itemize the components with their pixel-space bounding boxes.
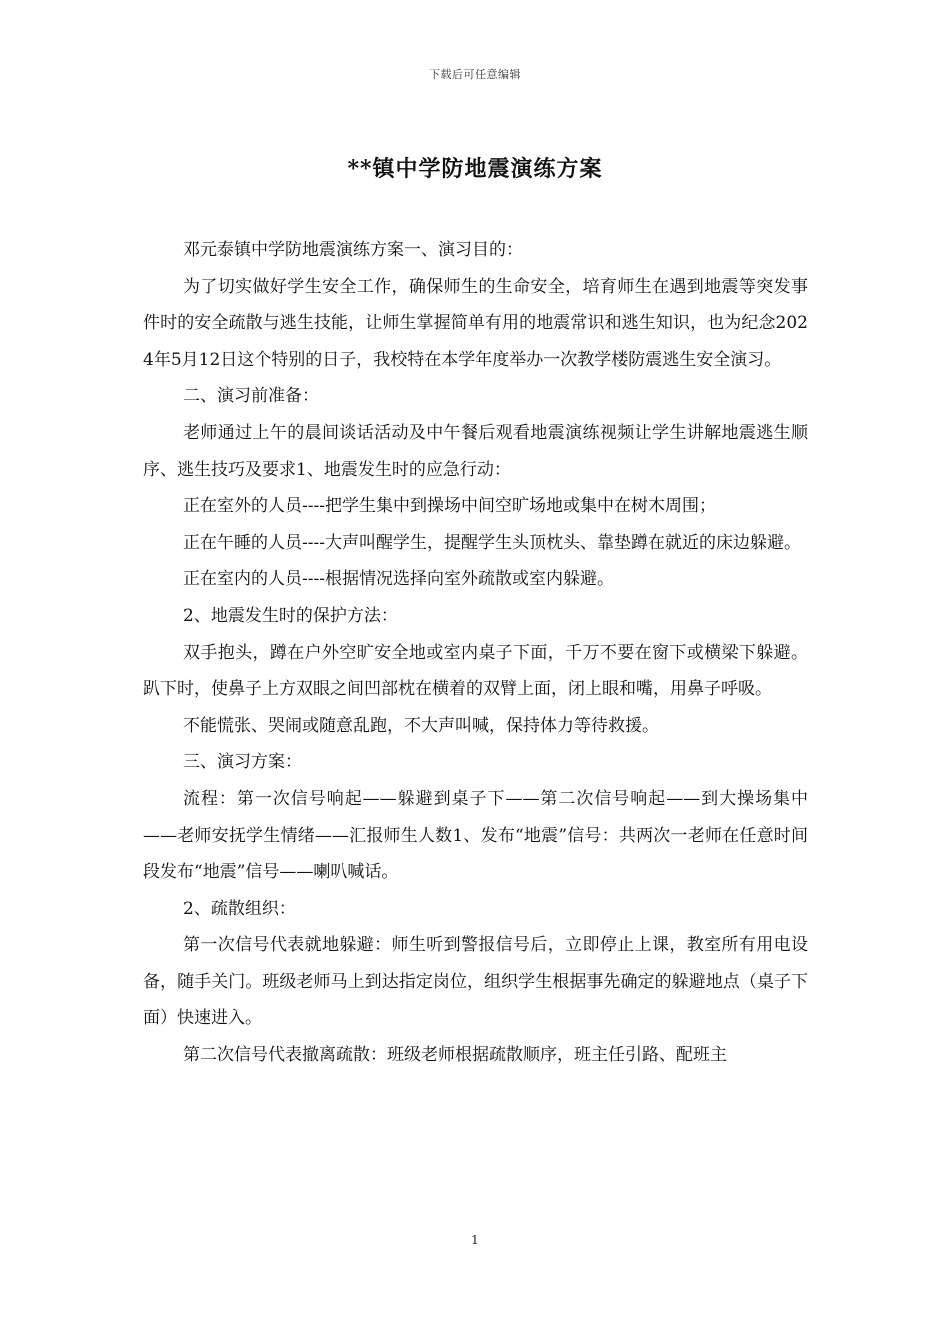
paragraph: 双手抱头，蹲在户外空旷安全地或室内桌子下面，千万不要在窗下或横梁下躲避。趴下时，使鼻子上方双眼之间凹部枕在横着的双臂上面，闭上眼和嘴，用鼻子呼吸。 (143, 642, 808, 700)
paragraph: 二、演习前准备： (183, 386, 319, 407)
paragraph: 流程：第一次信号响起——躲避到桌子下——第二次信号响起——到大操场集中——老师安抚学生情绪——汇报师生人数1、发布“地震”信号：共两次一老师在任意时间段发布“地震”信号——喇叭喊话。 (143, 788, 808, 883)
paragraph: 三、演习方案： (183, 752, 302, 773)
document-body (143, 232, 808, 1074)
paragraph: 正在室外的人员----把学生集中到操场中间空旷场地或集中在树木周围； (183, 496, 716, 517)
paragraph: 2、疏散组织： (183, 898, 296, 919)
paragraph: 第二次信号代表撤离疏散：班级老师根据疏散顺序，班主任引路、配班主 (183, 1045, 727, 1066)
paragraph: 正在室内的人员----根据情况选择向室外疏散或室内躲避。 (183, 569, 614, 590)
paragraph: 2、地震发生时的保护方法： (183, 605, 398, 626)
paragraph: 第一次信号代表就地躲避：师生听到警报信号后，立即停止上课，教室所有用电设备，随手关门。班级老师马上到达指定岗位，组织学生根据事先确定的躲避地点（桌子下面）快速进入。 (143, 935, 808, 1029)
page-number: 1 (471, 1233, 479, 1247)
document-title: **镇中学防地震演练方案 (347, 156, 603, 182)
paragraph: 邓元泰镇中学防地震演练方案一、演习目的： (183, 240, 523, 260)
paragraph: 正在午睡的人员----大声叫醒学生，提醒学生头顶枕头、靠垫蹲在就近的床边躲避。 (183, 532, 801, 553)
paragraph: 老师通过上午的晨间谈话活动及中午餐后观看地震演练视频让学生讲解地震逃生顺序、逃生技巧及要求1、地震发生时的应急行动： (143, 422, 808, 480)
header-note: 下载后可任意编辑 (429, 68, 521, 81)
paragraph: 不能慌张、哭闹或随意乱跑，不大声叫喊，保持体力等待救援。 (183, 715, 659, 736)
paragraph: 为了切实做好学生安全工作，确保师生的生命安全，培育师生在遇到地震等突发事件时的安全疏散与逃生技能，让师生掌握简单有用的地震常识和逃生知识，也为纪念2024年5月12日这个特别的日子，我校特在本学年度举办一次教学楼防震逃生安全演习。 (143, 276, 808, 370)
